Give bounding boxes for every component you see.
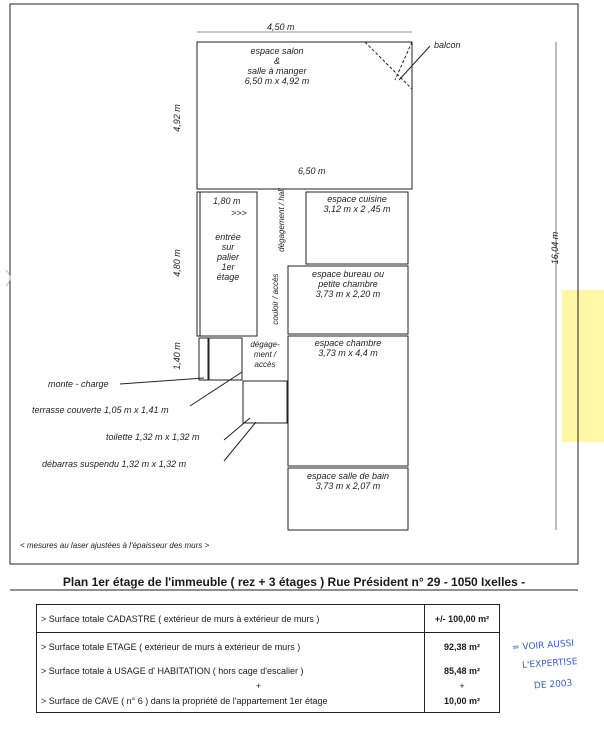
cuisine-label bbox=[306, 194, 408, 214]
dim-mid-vertical: 4,80 m bbox=[172, 249, 182, 277]
plus-sign-left: + bbox=[37, 682, 425, 690]
box-toilette bbox=[243, 381, 287, 423]
surface-label-etage: > Surface totale ETAGE ( extérieur de murs à extérieur de murs ) bbox=[37, 633, 425, 661]
surface-value-etage: 92,38 m² bbox=[443, 641, 481, 652]
sdb-line-1: espace salle de bain bbox=[306, 471, 390, 481]
degagement-line-2: ment / bbox=[253, 350, 277, 359]
sdb-label bbox=[288, 471, 408, 491]
chambre-line-1: espace chambre bbox=[314, 338, 382, 348]
box-monte-charge bbox=[199, 338, 208, 380]
salon-line-2: & bbox=[273, 56, 280, 66]
monte-charge-label: monte - charge bbox=[48, 379, 109, 389]
mesures-note: < mesures au laser ajustées à l'épaisseur des murs > bbox=[20, 541, 210, 550]
toilette-label: toilette 1,32 m x 1,32 m bbox=[106, 432, 200, 442]
entree-dim: 1,80 m bbox=[213, 196, 241, 206]
dim-total-vertical: 16,04 m bbox=[550, 231, 560, 265]
cuisine-line-1: espace cuisine bbox=[327, 194, 387, 204]
surfaces-table bbox=[36, 604, 500, 713]
surface-value-cave: 10,00 m² bbox=[443, 696, 481, 706]
surface-value-habitation: 85,48 m² bbox=[443, 666, 481, 676]
surface-label-cave: > Surface de CAVE ( n° 6 ) dans la propriété de l'appartement 1er étage bbox=[37, 690, 425, 713]
degagement-hall-label: dégagement / hall bbox=[277, 188, 286, 252]
dim-salon-vertical: 4,92 m bbox=[172, 104, 182, 132]
couloir-label: couloir / accès bbox=[271, 273, 280, 325]
salon-line-4: 6,50 m x 4,92 m bbox=[244, 76, 310, 86]
entree-line-2: sur bbox=[221, 242, 235, 252]
balcony-diagonal-2 bbox=[395, 42, 412, 80]
surface-label-habitation: > Surface totale à USAGE d' HABITATION ( hors cage d'escalier ) bbox=[37, 660, 425, 682]
degagement-acces-label bbox=[244, 340, 286, 370]
handwritten-line-2: L'EXPERTISE bbox=[521, 657, 578, 671]
surface-value-cadastre: +/- 100,00 m² bbox=[434, 613, 490, 624]
entree-label bbox=[208, 232, 248, 282]
balcon-leader bbox=[399, 46, 430, 80]
balcony-diagonal-1 bbox=[365, 42, 412, 89]
salon-line-1: espace salon bbox=[250, 46, 304, 56]
plus-sign-right: + bbox=[459, 681, 465, 691]
surface-label-cadastre: > Surface totale CADASTRE ( extérieur de murs à extérieur de murs ) bbox=[37, 605, 425, 633]
bureau-line-2: petite chambre bbox=[318, 279, 378, 289]
bureau-label bbox=[288, 269, 408, 299]
entree-line-3: palier bbox=[216, 252, 239, 262]
chambre-label bbox=[288, 338, 408, 358]
entree-line-1: entrée bbox=[215, 232, 241, 242]
handwritten-line-1: = VOIR AUSSI bbox=[511, 638, 575, 654]
terrasse-label: terrasse couverte 1,05 m x 1,41 m bbox=[32, 405, 169, 415]
dim-low-vertical: 1,40 m bbox=[172, 342, 182, 370]
debarras-label: débarras suspendu 1,32 m x 1,32 m bbox=[42, 459, 187, 469]
handwritten-line-3: DE 2003 bbox=[533, 678, 573, 692]
bureau-line-3: 3,73 m x 2,20 m bbox=[315, 289, 381, 299]
degagement-line-3: accès bbox=[254, 360, 276, 369]
entree-arrows: >>> bbox=[231, 208, 247, 218]
plan-title: Plan 1er étage de l'immeuble ( rez + 3 étages ) Rue Président n° 29 - 1050 Ixelles - bbox=[62, 575, 526, 589]
degagement-line-1: dégage- bbox=[250, 340, 280, 349]
dim-salon-bottom: 6,50 m bbox=[298, 166, 326, 176]
cuisine-line-2: 3,12 m x 2 ,45 m bbox=[323, 204, 391, 214]
box-terrasse bbox=[209, 338, 242, 380]
salon-label bbox=[222, 46, 332, 86]
sdb-line-2: 3,73 m x 2,07 m bbox=[315, 481, 381, 491]
entree-line-5: étage bbox=[216, 272, 240, 282]
chambre-line-2: 3,73 m x 4,4 m bbox=[318, 348, 378, 358]
entree-line-4: 1er bbox=[221, 262, 235, 272]
salon-line-3: salle à manger bbox=[247, 66, 307, 76]
bureau-line-1: espace bureau ou bbox=[311, 269, 385, 279]
dim-top: 4,50 m bbox=[267, 22, 295, 32]
balcon-label: balcon bbox=[434, 40, 461, 50]
